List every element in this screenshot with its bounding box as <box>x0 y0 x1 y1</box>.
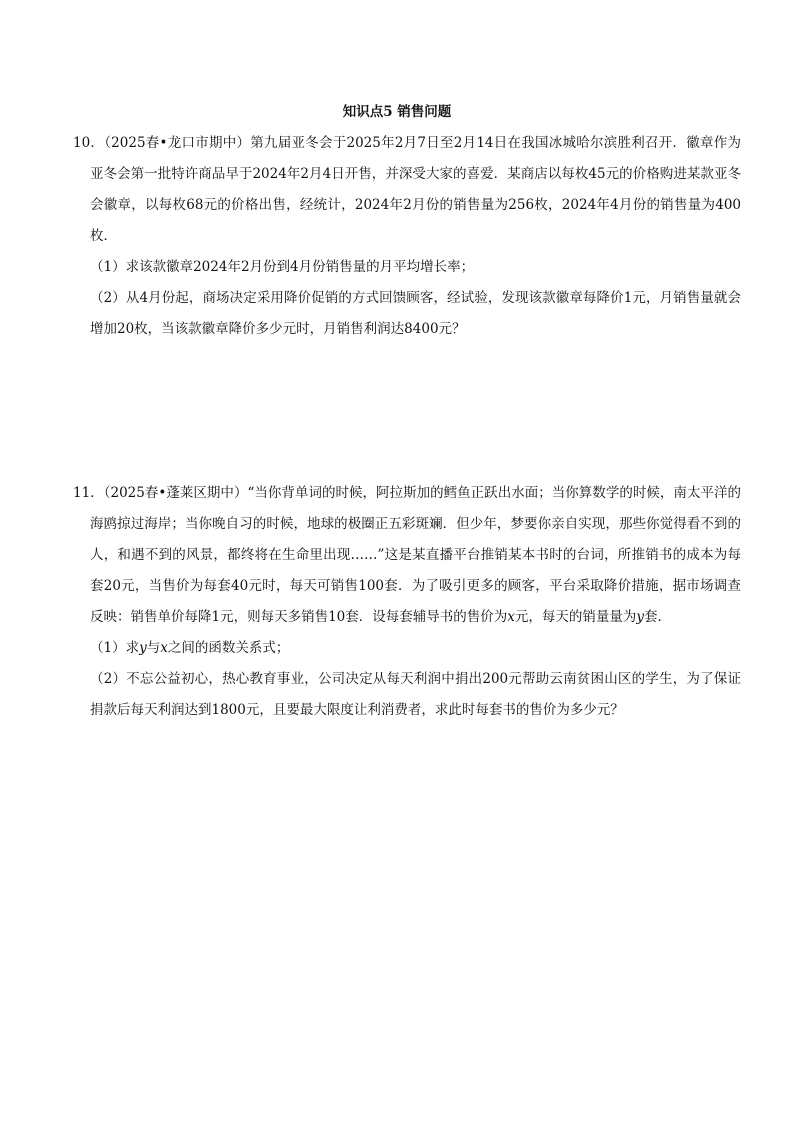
part-text: 之间的函数关系式； <box>167 640 290 656</box>
variable-y: y <box>139 640 147 656</box>
problem-text: “当你背单词的时候，阿拉斯加的鳕鱼正跃出水面；当你算数学的时候，南太平洋的海鸥掠过海岸；当你晚自习的时候，地球的极圈正五彩斑斓．但少年，梦要你亲自实现，那些你觉得看不到的人，和遇不到的风景，都终将在生命里出现……”这是某直播平台推销某本书时的台词，所推销书的成本为每套20元，当售价为每套40元时，每天可销售100套．为了吸引更多的顾客，平台采取降价措施，据市场调查反映：销售单价每降1元，则每天多销售10套．设每套辅导书的售价为 <box>90 485 741 625</box>
section-title: 知识点5 销售问题 <box>342 104 452 120</box>
problem-number: 11． <box>73 485 104 501</box>
problem-10-stem <box>73 128 741 252</box>
problem-number: 10． <box>73 135 105 151</box>
problem-11 <box>73 478 741 726</box>
variable-y: y <box>636 609 645 625</box>
problem-text: 第九届亚冬会于2025年2月7日至2月14日在我国冰城哈尔滨胜利召开．徽章作为亚冬会第一批特许商品早于2024年2月4日开售，并深受大家的喜爱．某商店以每枚45元的价格购进某款亚冬会徽章，以每枚68元的价格出售，经统计，2024年2月份的销售量为256枚，2024年4月份的销售量为400枚． <box>90 135 741 244</box>
problem-10-part-2: （2）从4月份起，商场决定采用降价促销的方式回馈顾客，经试验，发现该款徽章每降价1元，月销售量就会增加20枚，当该款徽章降价多少元时，月销售利润达8400元？ <box>90 290 741 337</box>
problem-11-stem <box>73 478 741 633</box>
variable-x: x <box>160 640 168 656</box>
variable-x: x <box>507 609 515 625</box>
problem-text-end: 套． <box>644 609 672 625</box>
problem-source: （2025春•龙口市期中） <box>104 135 251 151</box>
part-text: 与 <box>146 640 161 656</box>
problem-11-part-2: （2）不忘公益初心，热心教育事业，公司决定从每天利润中捐出200元帮助云南贫困山区的学生，为了保证捐款后每天利润达到1800元，且要最大限度让利消费者，求此时每套书的售价为多少元？ <box>90 671 741 718</box>
part-text: （1）求 <box>90 640 140 656</box>
problem-source: （2025春•蓬莱区期中） <box>103 485 248 501</box>
problem-11-part-1 <box>73 633 741 664</box>
problem-10-part-1: （1）求该款徽章2024年2月份到4月份销售量的月平均增长率； <box>90 259 475 275</box>
problem-10 <box>73 128 741 345</box>
problem-text-continued: 元，每天的销量量为 <box>514 609 637 625</box>
